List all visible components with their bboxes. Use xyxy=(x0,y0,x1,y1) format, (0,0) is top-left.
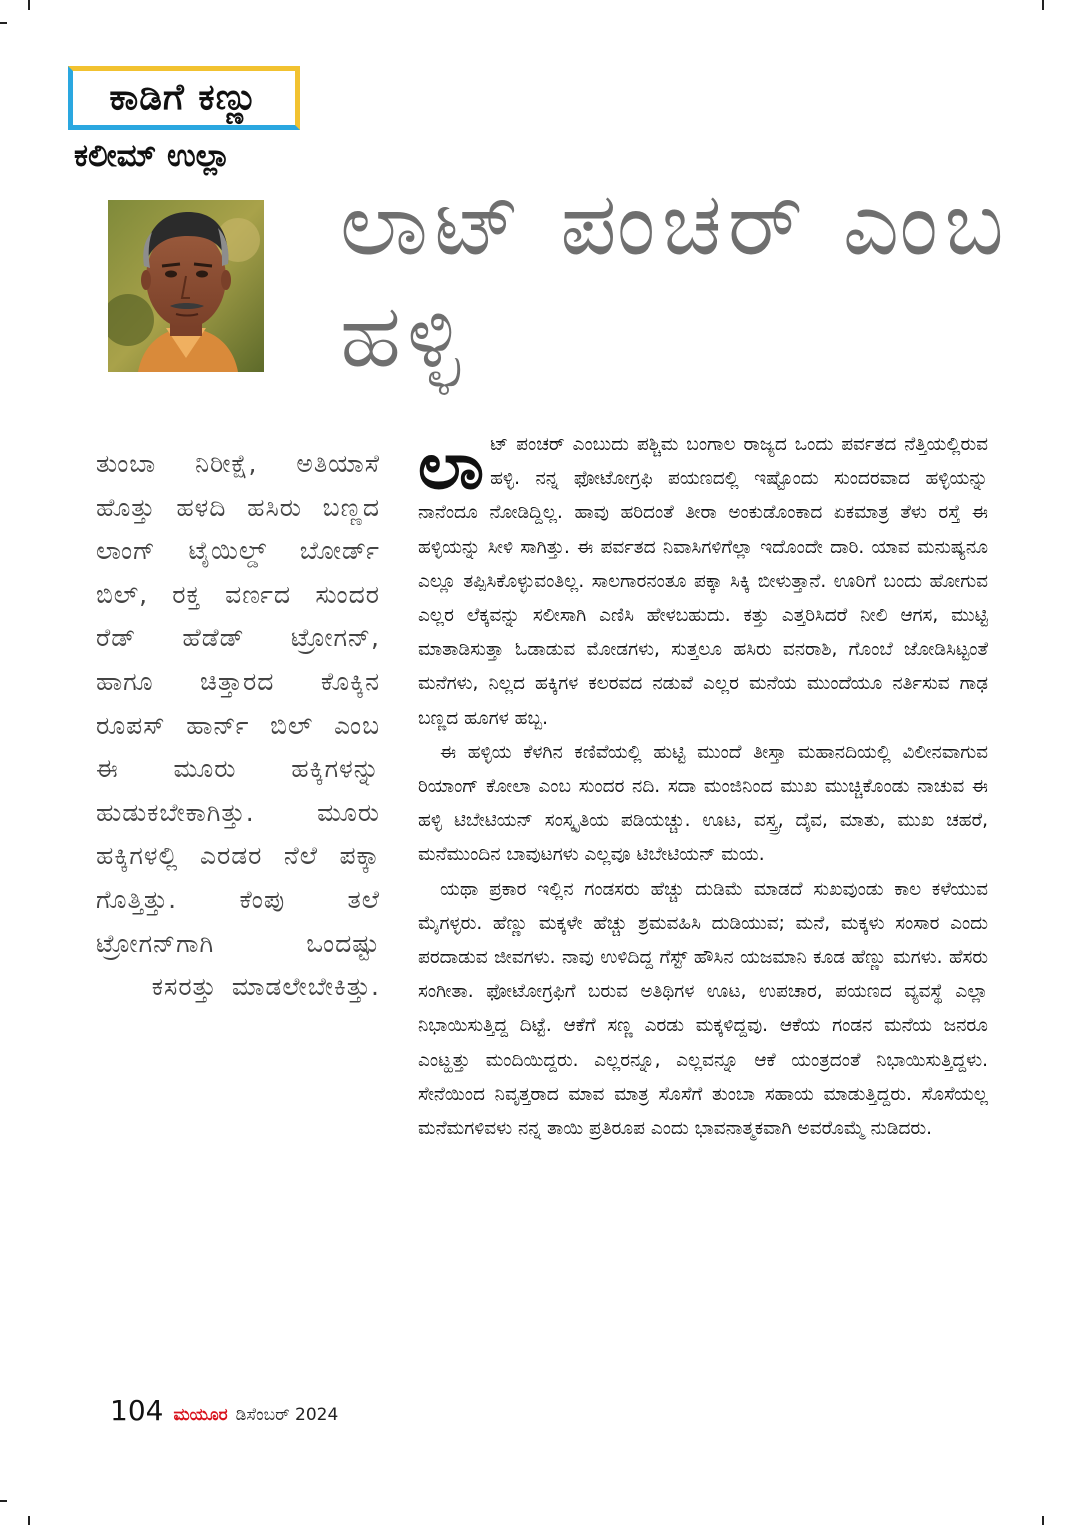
crop-mark-left-upper xyxy=(0,22,7,24)
paragraph-1-text: ಟ್ ಪಂಚರ್ ಎಂಬುದು ಪಶ್ಚಿಮ ಬಂಗಾಲ ರಾಜ್ಯದ ಒಂದು ಪರ್ವತದ ನೆತ್ತಿಯಲ್ಲಿರುವ ಹಳ್ಳಿ. ನನ್ನ ಫೋಟೋಗ್ರಫಿ ಪಯಣದಲ್ಲಿ ಇಷ್ಟೊಂದು ಸುಂದರವಾದ ಹಳ್ಳಿಯನ್ನು ನಾನೆಂದೂ ನೋಡಿದ್ದಿಲ್ಲ. ಹಾವು ಹರಿದಂತೆ ತೀರಾ ಅಂಕುಡೊಂಕಾದ ಏಕಮಾತ್ರ ತೆಳು ರಸ್ತೆ ಈ ಹಳ್ಳಿಯನ್ನು ಸೀಳಿ ಸಾಗಿತ್ತು. ಈ ಪರ್ವತದ ನಿವಾಸಿಗಳಿಗೆಲ್ಲಾ ಇದೊಂದೇ ದಾರಿ. ಯಾವ ಮನುಷ್ಯನೂ ಎಲ್ಲೂ ತಪ್ಪಿಸಿಕೊಳ್ಳುವಂತಿಲ್ಲ. ಸಾಲಗಾರನಂತೂ ಪಕ್ಕಾ ಸಿಕ್ಕಿ ಬೀಳುತ್ತಾನೆ. ಊರಿಗೆ ಬಂದು ಹೋಗುವ ಎಲ್ಲರ ಲೆಕ್ಕವನ್ನು ಸಲೀಸಾಗಿ ಎಣಿಸಿ ಹೇಳಬಹುದು. ಕತ್ತು ಎತ್ತರಿಸಿದರೆ ನೀಲಿ ಆಗಸ, ಮುಟ್ಟಿ ಮಾತಾಡಿಸುತ್ತಾ ಓಡಾಡುವ ಮೋಡಗಳು, ಸುತ್ತಲೂ ಹಸಿರು ವನರಾಶಿ, ಗೊಂಬೆ ಜೋಡಿಸಿಟ್ಟಂತೆ ಮನೆಗಳು, ನಿಲ್ಲದ ಹಕ್ಕಿಗಳ ಕಲರವದ ನಡುವೆ ಎಲ್ಲರ ಮನೆಯ ಮುಂದೆಯೂ ನರ್ತಿಸುವ ಗಾಢ ಬಣ್ಣದ ಹೂಗಳ ಹಬ್ಬ. xyxy=(418,434,988,729)
paragraph-1 xyxy=(418,428,988,736)
page-footer xyxy=(110,1394,338,1427)
paragraph-2: ಈ ಹಳ್ಳಿಯ ಕೆಳಗಿನ ಕಣಿವೆಯಲ್ಲಿ ಹುಟ್ಟಿ ಮುಂದೆ ತೀಸ್ತಾ ಮಹಾನದಿಯಲ್ಲಿ ವಿಲೀನವಾಗುವ ರಿಯಾಂಗ್ ಕೋಲಾ ಎಂಬ ಸುಂದರ ನದಿ. ಸದಾ ಮಂಜಿನಿಂದ ಮುಖ ಮುಚ್ಚಿಕೊಂಡು ನಾಚುವ ಈ ಹಳ್ಳಿ ಟಿಬೇಟಿಯನ್ ಸಂಸ್ಕೃತಿಯ ಪಡಿಯಚ್ಚು. ಊಟ, ವಸ್ತ್ರ, ದೈವ, ಮಾತು, ಮುಖ ಚಹರೆ, ಮನೆಮುಂದಿನ ಬಾವುಟಗಳು ಎಲ್ಲವೂ ಟಿಬೇಟಿಯನ್ ಮಯ. xyxy=(418,741,988,866)
page-number: 104 xyxy=(110,1394,164,1427)
crop-mark-top-right xyxy=(1042,0,1044,10)
issue-date: ಡಿಸೆಂಬರ್ 2024 xyxy=(235,1405,339,1425)
column-badge xyxy=(68,66,300,130)
crop-mark-left-lower xyxy=(0,1500,7,1502)
crop-mark-bottom-left xyxy=(28,1516,30,1525)
crop-mark-bottom-right xyxy=(1042,1516,1044,1525)
pull-quote: ತುಂಬಾ ನಿರೀಕ್ಷೆ, ಅತಿಯಾಸೆ ಹೊತ್ತು ಹಳದಿ ಹಸಿರು ಬಣ್ಣದ ಲಾಂಗ್ ಟೈಯಿಲ್ಡ್ ಬೋರ್ಡ್ ಬಿಲ್, ರಕ್ತ ವರ್ಣದ ಸುಂದರ ರೆಡ್ ಹೆಡೆಡ್ ಟ್ರೋಗನ್, ಹಾಗೂ ಚಿತ್ತಾರದ ಕೊಕ್ಕಿನ ರೂಪಸ್ ಹಾರ್ನ್ ಬಿಲ್ ಎಂಬ ಈ ಮೂರು ಹಕ್ಕಿಗಳನ್ನು ಹುಡುಕಬೇಕಾಗಿತ್ತು. ಮೂರು ಹಕ್ಕಿಗಳಲ್ಲಿ ಎರಡರ ನೆಲೆ ಪಕ್ಕಾ ಗೊತ್ತಿತ್ತು. ಕೆಂಪು ತಲೆ ಟ್ರೋಗನ್‌ಗಾಗಿ ಒಂದಷ್ಟು ಕಸರತ್ತು ಮಾಡಲೇಬೇಕಿತ್ತು. xyxy=(96,449,380,1002)
paragraph-3: ಯಥಾ ಪ್ರಕಾರ ಇಲ್ಲಿನ ಗಂಡಸರು ಹೆಚ್ಚು ದುಡಿಮೆ ಮಾಡದೆ ಸುಖವುಂಡು ಕಾಲ ಕಳೆಯುವ ಮೈಗಳ್ಳರು. ಹೆಣ್ಣು ಮಕ್ಕಳೇ ಹೆಚ್ಚು ಶ್ರಮವಹಿಸಿ ದುಡಿಯುವ; ಮನೆ, ಮಕ್ಕಳು ಸಂಸಾರ ಎಂದು ಪರದಾಡುವ ಜೀವಗಳು. ನಾವು ಉಳಿದಿದ್ದ ಗೆಸ್ಟ್ ಹೌಸಿನ ಯಜಮಾನಿ ಕೂಡ ಹೆಣ್ಣು ಮಗಳು. ಹೆಸರು ಸಂಗೀತಾ. ಫೋಟೋಗ್ರಫಿಗೆ ಬರುವ ಅತಿಥಿಗಳ ಊಟ, ಉಪಚಾರ, ಪಯಣದ ವ್ಯವಸ್ಥೆ ಎಲ್ಲಾ ನಿಭಾಯಿಸುತ್ತಿದ್ದ ದಿಟ್ಟೆ. ಆಕೆಗೆ ಸಣ್ಣ ಎರಡು ಮಕ್ಕಳಿದ್ದವು. ಆಕೆಯ ಗಂಡನ ಮನೆಯ ಜನರೂ ಎಂಟ್ಹತ್ತು ಮಂದಿಯಿದ್ದರು. ಎಲ್ಲರನ್ನೂ, ಎಲ್ಲವನ್ನೂ ಆಕೆ ಯಂತ್ರದಂತೆ ನಿಭಾಯಿಸುತ್ತಿದ್ದಳು. ಸೇನೆಯಿಂದ ನಿವೃತ್ತರಾದ ಮಾವ ಮಾತ್ರ ಸೊಸೆಗೆ ತುಂಬಾ ಸಹಾಯ ಮಾಡುತ್ತಿದ್ದರು. ಸೊಸೆಯಲ್ಲ ಮನೆಮಗಳಿವಳು ನನ್ನ ತಾಯಿ ಪ್ರತಿರೂಪ ಎಂದು ಭಾವನಾತ್ಮಕವಾಗಿ ಅವರೊಮ್ಮೆ ನುಡಿದರು. xyxy=(418,878,988,1140)
article-body xyxy=(418,428,988,1146)
article-title: ಲಾಟ್ ಪಂಚರ್ ಎಂಬ ಹಳ್ಳಿ xyxy=(340,172,1010,387)
author-photo xyxy=(108,200,264,372)
crop-mark-top-left xyxy=(28,0,30,10)
magazine-logo: ಮಯೂರ xyxy=(173,1405,228,1425)
author-name: ಕಲೀಮ್ ಉಲ್ಲಾ xyxy=(74,138,231,174)
author-portrait-image xyxy=(108,200,264,372)
column-badge-label: ಕಾಡಿಗೆ ಕಣ್ಣು xyxy=(109,77,259,118)
drop-cap: ಲಾ xyxy=(418,427,485,504)
